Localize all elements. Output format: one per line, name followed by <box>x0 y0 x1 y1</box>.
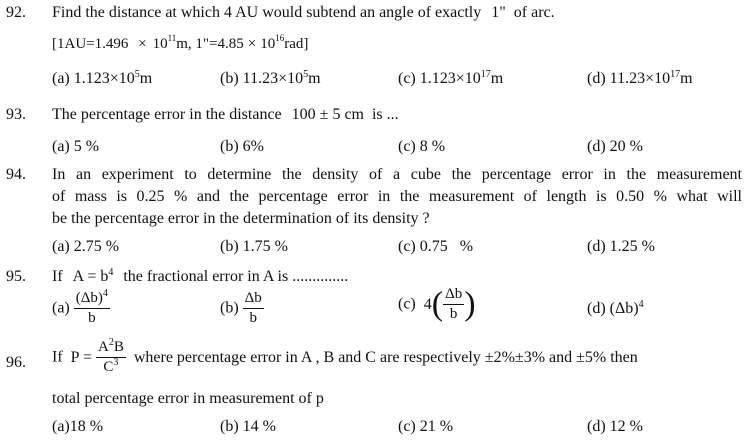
fraction: $\frac{\Delta b}{b}$ <box>445 286 463 322</box>
question-text: Find the distance at which 4 AU would subtend an angle of exactly 1" of arc. <box>52 4 555 21</box>
option-d[interactable]: (d) $(\Delta b)^4$ <box>587 299 644 317</box>
option-c[interactable]: (c) 0.75 % <box>398 238 474 255</box>
option-b[interactable]: (b) $11.23\times 10^5m$ <box>220 69 321 87</box>
option-d[interactable]: (d) 20 % <box>587 138 643 155</box>
question-number: 96. <box>6 354 26 371</box>
option-c[interactable]: (c) $1.123\times 10^{17}m$ <box>398 69 504 87</box>
fraction: $\frac{A^2B}{C^3}$ <box>97 337 124 375</box>
given-data: [$1AU=1.496 \times 10^{11}m$, 1"=4.85 × $10^{16}rad$] <box>52 33 309 52</box>
option-a[interactable]: (a) $1.123\times 10^5m$ <box>52 69 153 87</box>
question-text-line-2: of mass is 0.25 % and the percentage error in the measurement of length is 0.50 % what will <box>52 188 742 205</box>
option-c[interactable]: (c) 4( $\frac{\Delta b}{b}$ ) <box>398 285 476 323</box>
option-d[interactable]: (d) $11.23\times 10^{17}m$ <box>587 69 693 87</box>
option-b[interactable]: (b) 1.75 % <box>220 238 288 255</box>
option-a[interactable]: (a) 2.75 % <box>52 238 120 255</box>
option-c[interactable]: (c) 8 % <box>398 138 446 155</box>
option-a[interactable]: (a) 5 % <box>52 138 100 155</box>
option-d[interactable]: (d) 1.25 % <box>587 238 655 255</box>
question-number: 93. <box>6 106 26 123</box>
question-number: 94. <box>6 166 26 183</box>
question-text: If P = $\frac{A^2B}{C^3}$ where percentage error in A , B and C are respectively ±2%±3% and ±5% then <box>52 337 638 375</box>
question-number: 92. <box>6 4 26 21</box>
option-c[interactable]: (c) 21 % <box>398 418 454 435</box>
option-a[interactable]: (a)18 % <box>52 418 104 435</box>
left-paren: ( <box>431 285 444 323</box>
right-paren: ) <box>464 285 476 323</box>
question-number: 95. <box>6 268 26 285</box>
question-text-line-1: In an experiment to determine the density of a cube the percentage error in the measurement <box>52 166 742 183</box>
option-b[interactable]: (b) 6% <box>220 138 264 155</box>
option-d[interactable]: (d) 12 % <box>587 418 643 435</box>
question-text: If $A = b^4$ the fractional error in A is .............. <box>52 267 349 285</box>
fraction: $\frac{(\Delta b)^4}{b}$ <box>75 288 108 326</box>
question-text-line-3: be the percentage error in the determination of its density ? <box>52 210 430 227</box>
question-text-line-2: total percentage error in measurement of p <box>52 390 324 407</box>
option-b[interactable]: (b) $\frac{\Delta b}{b}$ <box>220 290 262 326</box>
option-a[interactable]: (a) $\frac{(\Delta b)^4}{b}$ <box>52 288 108 326</box>
question-text: The percentage error in the distance 100 ± 5 cm is ... <box>52 106 399 123</box>
fraction: $\frac{\Delta b}{b}$ <box>244 290 262 326</box>
option-b[interactable]: (b) 14 % <box>220 418 276 435</box>
